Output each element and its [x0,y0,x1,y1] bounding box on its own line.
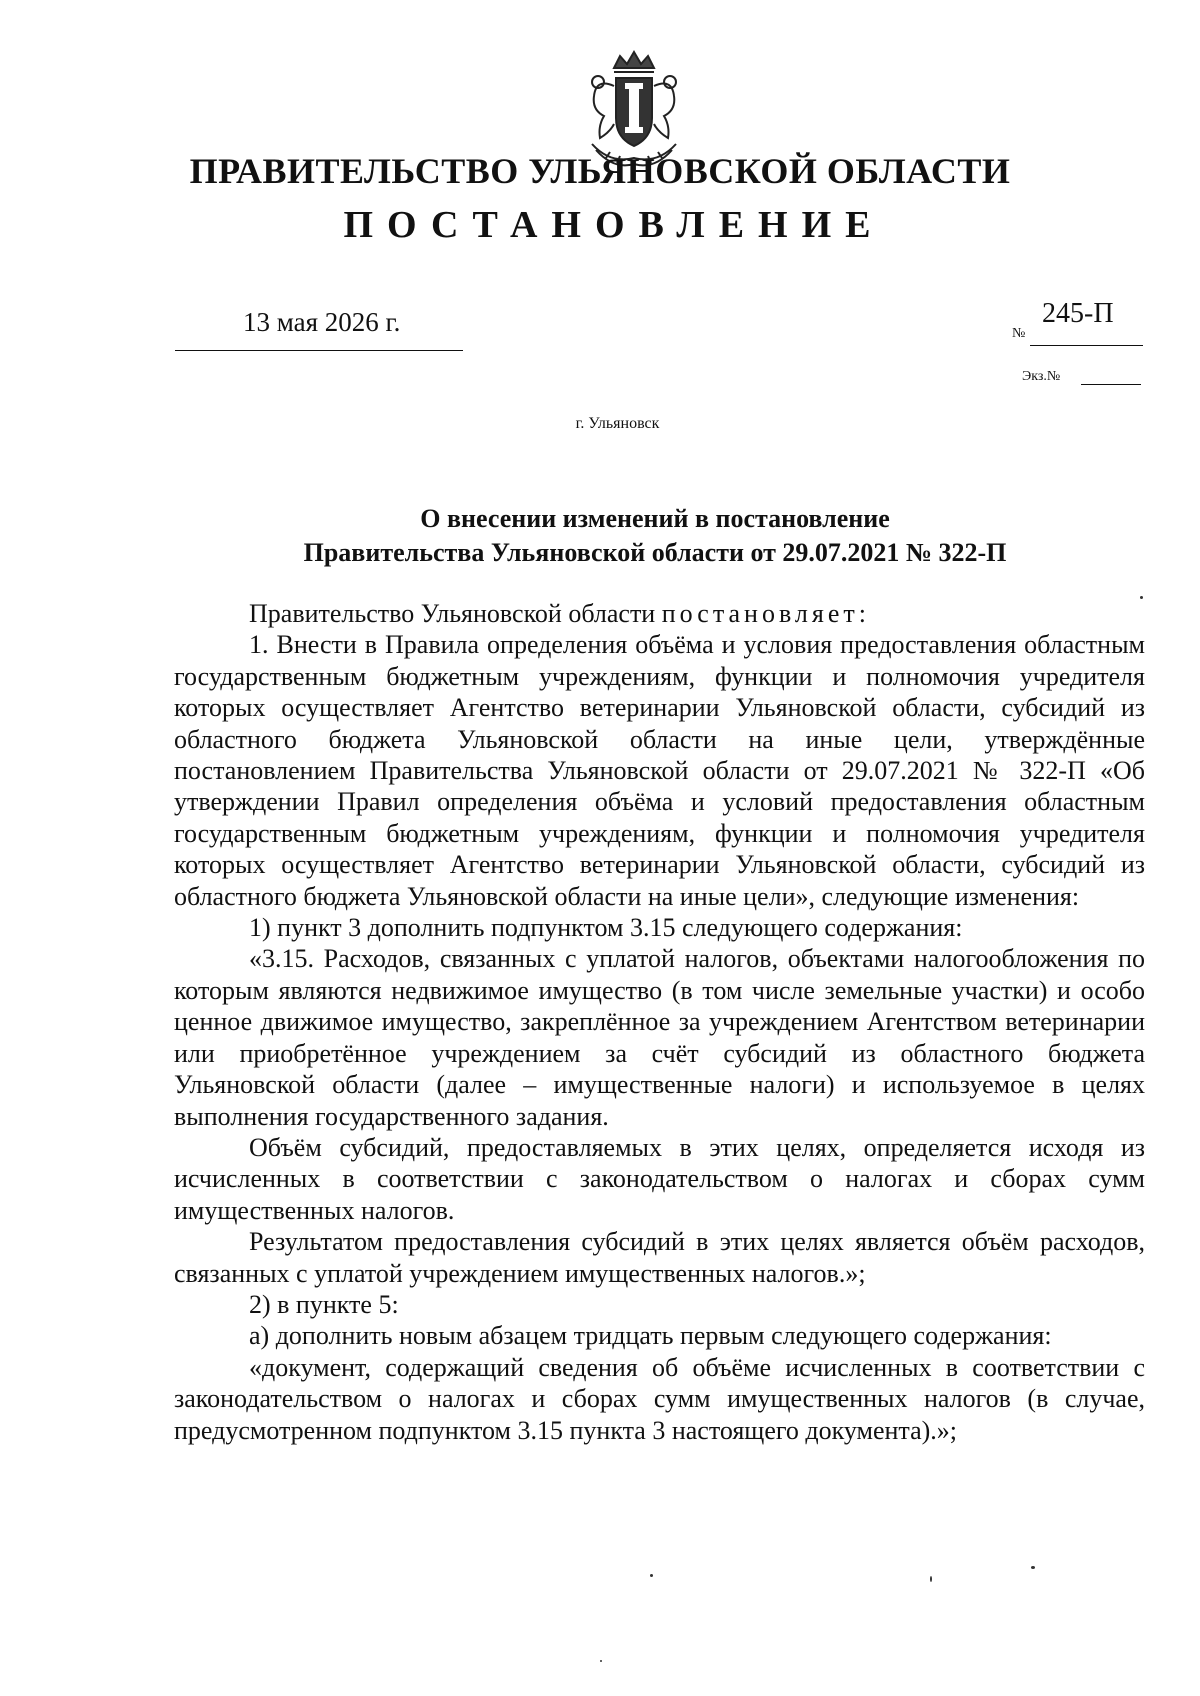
copy-number-label: Экз.№ [1022,369,1061,384]
paragraph-4: Объём субсидий, предоставляемых в этих целях, определяется исходя из исчисленных в соответствии с законодательством о налогах и сборах сумм имущественных налогов. [174,1132,1145,1225]
city: г. Ульяновск [575,415,660,432]
preamble-verb: постановляет: [661,599,870,628]
title-line-1: О внесении изменений в постановление [420,504,890,533]
preamble [174,598,1145,629]
paragraph-7: а) дополнить новым абзацем тридцать первым следующего содержания: [249,1321,1052,1351]
scan-speck [930,1576,932,1582]
preamble-prefix: Правительство Ульяновской области [249,599,656,628]
scan-speck [650,1574,653,1577]
organization-name: ПРАВИТЕЛЬСТВО УЛЬЯНОВСКОЙ ОБЛАСТИ [189,151,1011,191]
document-body [174,598,1145,1446]
paragraph-5: Результатом предоставления субсидий в этих целях является объём расходов, связанных с уплатой учреждением имущественных налогов.»; [174,1227,1145,1288]
document-title [0,502,1200,570]
paragraph-8: «документ, содержащий сведения об объёме исчисленных в соответствии с законодательством о налогах и сборах сумм имущественных налогов (в случае, предусмотренном подпунктом 3.15 пункта 3 настоящего документа).»; [174,1352,1145,1445]
number-label: № [1012,326,1026,341]
document-type: ПОСТАНОВЛЕНИЕ [343,204,885,246]
title-line-2: Правительства Ульяновской области от 29.07.2021 № 322-П [303,538,1007,567]
paragraph-1: 1. Внести в Правила определения объёма и условия предоставления областным государственным бюджетным учреждениям, функции и полномочия учредителя которых осуществляет Агентство ветеринарии Ульяновской области, субсидий из областного бюджета Ульяновской области на иные цели, утверждённые постановлением Правительства Ульяновской области от 29.07.2021 № 322-П «Об утверждении Правил определения объёма и условий предоставления областным государственным бюджетным учреждениям, функции и полномочия учредителя которых осуществляет Агентство ветеринарии Ульяновской области, субсидий из областного бюджета Ульяновской области на иные цели», следующие изменения: [174,630,1145,911]
scan-speck [1031,1566,1035,1569]
paragraph-6: 2) в пункте 5: [249,1289,399,1319]
date-underline [175,350,463,351]
paragraph-3: «3.15. Расходов, связанных с уплатой налогов, объектами налогообложения по которым являются недвижимое имущество (в том числе земельные участки) и особо ценное движимое имущество, закреплённое за учреждением Агентством ветеринарии или приобретённое учреждением за счёт субсидий из областного бюджета Ульяновской области (далее – имущественные налоги) и используемое в целях выполнения государственного задания. [174,944,1145,1131]
copy-number-underline [1081,384,1141,385]
scan-speck [600,1660,602,1662]
scan-speck [1140,596,1143,599]
number-underline [1030,345,1143,346]
document-date: 13 мая 2026 г. [243,307,401,337]
paragraph-2: 1) пункт 3 дополнить подпунктом 3.15 следующего содержания: [249,913,963,943]
document-number: 245-П [1042,298,1114,329]
